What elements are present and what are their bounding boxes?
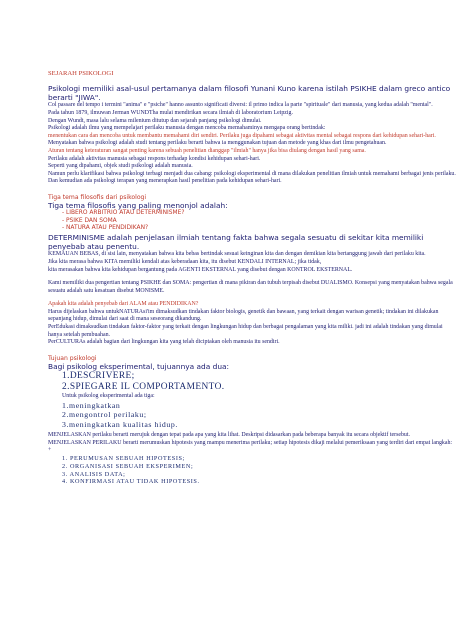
paragraph-education: PerEdukasi dimaksudkan tindakan faktor-faktor yang terkait dengan lingkungan hidup dan berbagai pengalaman yang kita miliki. jadi ini adalah tindakan yang dimulai hanya setelah pembuahan.: [48, 324, 443, 338]
theme-item: - PSIKE DAN SOMA: [62, 217, 117, 224]
paragraph-object: Seperti yang dipahami, objek studi psikologi adalah manusia.: [48, 163, 193, 170]
section-heading-goals: Tujuan psikologi: [48, 354, 97, 362]
step-item: 4. KONFIRMASI ATAU TIDAK HIPOTESIS.: [62, 478, 200, 486]
intro-paragraph: Psikologi memiliki asal-usul pertamanya dalam filosofi Yunani Kuno karena istilah PSIKHE dalam greco antico berarti "JIWA".: [48, 84, 451, 103]
paragraph-explain: MENJELASKAN PERILAKU berarti merumuskan hipotesis yang mampu menerima perilaku; setiap hipotesis dikaji melalui pemeriksaan yang terdiri dari empat langkah: +: [48, 439, 453, 454]
paragraph-rules: Aturan tentang keteraturan sangat penting karena sebuah penelitian dianggap "ilmiah" hanya jika bisa diulang dengan hasil yang sama.: [48, 147, 366, 154]
paragraph-three-goals: Untuk psikolog eksperimental ada tiga:: [62, 393, 155, 400]
paragraph-understanding: menentukan cara dan mencoba untuk membantu memahami diri sendiri. Perilaku juga dipahami sebagai aktivitas mental sebagai respons dari kehidupan sehari-hari.: [48, 132, 436, 139]
step-item: 2. ORGANISASI SEBUAH EKSPERIMEN;: [62, 462, 194, 470]
steps-list: [48, 455, 456, 486]
themes-list: [48, 210, 456, 233]
paragraph-internal-control: Jika kita merasa bahwa KITA memiliki kendali atas keberadaan kita, itu disebut KENDALI INTERNAL; jika tidak,: [48, 258, 322, 265]
goal-two-item: 3.meningkatkan kualitas hidup.: [62, 419, 178, 429]
step-item: 3. ANALISIS DATA;: [62, 470, 126, 478]
paragraph-external-control: kita merasakan bahwa kita kehidupan bergantung pada AGENTI EKSTERNAL yang disebut dengan KONTROL EKSTERNAL.: [48, 266, 353, 273]
determinism-paragraph: DETERMINISME adalah penjelasan ilmiah tentang fakta bahwa segala sesuatu di sekitar kita memiliki penyebab atau penentu.: [48, 232, 424, 252]
paragraph-nature-question: Apakah kita adalah penyebab dari ALAM atau PENDIDIKAN?: [48, 301, 199, 308]
theme-item: - NATURA ATAU PENDIDIKAN?: [62, 225, 149, 232]
paragraph-applied: Dan kemudian ada psikologi terapan yang menerapkan hasil penelitian pada kehidupan sehari-hari.: [48, 178, 282, 185]
goal-item: 2.SPIEGARE IL COMPORTAMENTO.: [62, 382, 225, 393]
paragraph-anima: Col passare del tempo i termini "anima" e "psiche" hanno assunto significati diversi: il primo indica la parte "spirituale" dari manusia, yang kedua adalah "mental".: [48, 102, 433, 109]
goal-two-item: 1.meningkatkan: [62, 401, 121, 411]
paragraph-definition: Psikologi adalah ilmu yang mempelajari perilaku manusia dengan mencoba memahaminya mengapa orang bertindak:: [48, 125, 326, 132]
paragraph-millennium: Dengan Wundt, masa lalu selama milenium ditutup dan sejarah panjang psikologi dimulai.: [48, 117, 262, 124]
goal-item: 1.DESCRIVERE;: [62, 371, 135, 382]
section-heading-themes: Tiga tema filosofis dari psikologi: [48, 193, 147, 201]
goals-list: [48, 371, 456, 393]
paragraph-study: Menyatakan bahwa psikologi adalah studi tentang perilaku berarti bahwa ia menggunakan tujuan dan metode yang khas dari ilmu pengetahuan.: [48, 140, 387, 147]
paragraph-behavior: Perilaku adalah aktivitas manusia sebagai respons terhadap kondisi kehidupan sehari-hari.: [48, 155, 261, 162]
document-title: SEJARAH PSIKOLOGI: [48, 70, 114, 77]
paragraph-wundt: Pada tahun 1879, ilmuwan Jerman WUNDTha mulai mendirikan secara ilmiah di laboratorium Leipzig.: [48, 110, 293, 116]
step-item: 1. PERUMUSAN SEBUAH HIPOTESIS;: [62, 455, 185, 463]
paragraph-branches: Namun perlu klarifikasi bahwa psikologi terbagi menjadi dua cabang: psikologi eksperimental di mana dilakukan penelitian ilmiah untuk memahami berbagai jenis perilaku.: [48, 170, 456, 177]
goals-lead: Bagi psikolog eksperimental, tujuannya ada dua:: [48, 361, 230, 371]
paragraph-free-will: KEMAUAN BEBAS, di sisi lain, menyatakan bahwa kita bebas bertindak sesuai keinginan kita dan dengan demikian kita bertanggung jawab dari perilaku kita.: [48, 251, 426, 258]
paragraph-nature: Harus dijelaskan bahwa untukNATURAsi'im dimaksudkan tindakan faktor biologis, genetik dan bawaan, yang terkait dengan warisan genetik; tindakan ini dilakukan sepanjang hidup, dimulai dari saat di mana seseorang dikandung.: [48, 308, 439, 323]
paragraph-describe: MENJELASKAN perilaku berarti merujuk dengan tepat pada apa yang kita lihat. Deskripsi didasarkan pada beberapa banyak itu secara objektif tersebut.: [48, 432, 410, 439]
goal-two-item: 2.mengontrol perilaku;: [62, 410, 147, 420]
paragraph-culture: PerCULTURAs adalah bagian dari lingkungan kita yang telah diciptakan oleh manusia itu sendiri.: [48, 339, 280, 346]
goals-two-list: [48, 401, 456, 429]
themes-lead: Tiga tema filosofis yang paling menonjol adalah:: [48, 200, 228, 210]
paragraph-dualism: Kami memiliki dua pengertian tentang PSIKHE dan SOMA: pengertian di mana pikiran dan tubuh terpisah disebut DUALISMO. Konsepsi yang menyatakan bahwa segala sesuatu adalah satu kesatuan disebut MONISME.: [48, 280, 453, 294]
document-body: [48, 70, 456, 486]
theme-item: - LIBERO ARBITRIO ATAU DETERMINISME?: [62, 210, 185, 217]
